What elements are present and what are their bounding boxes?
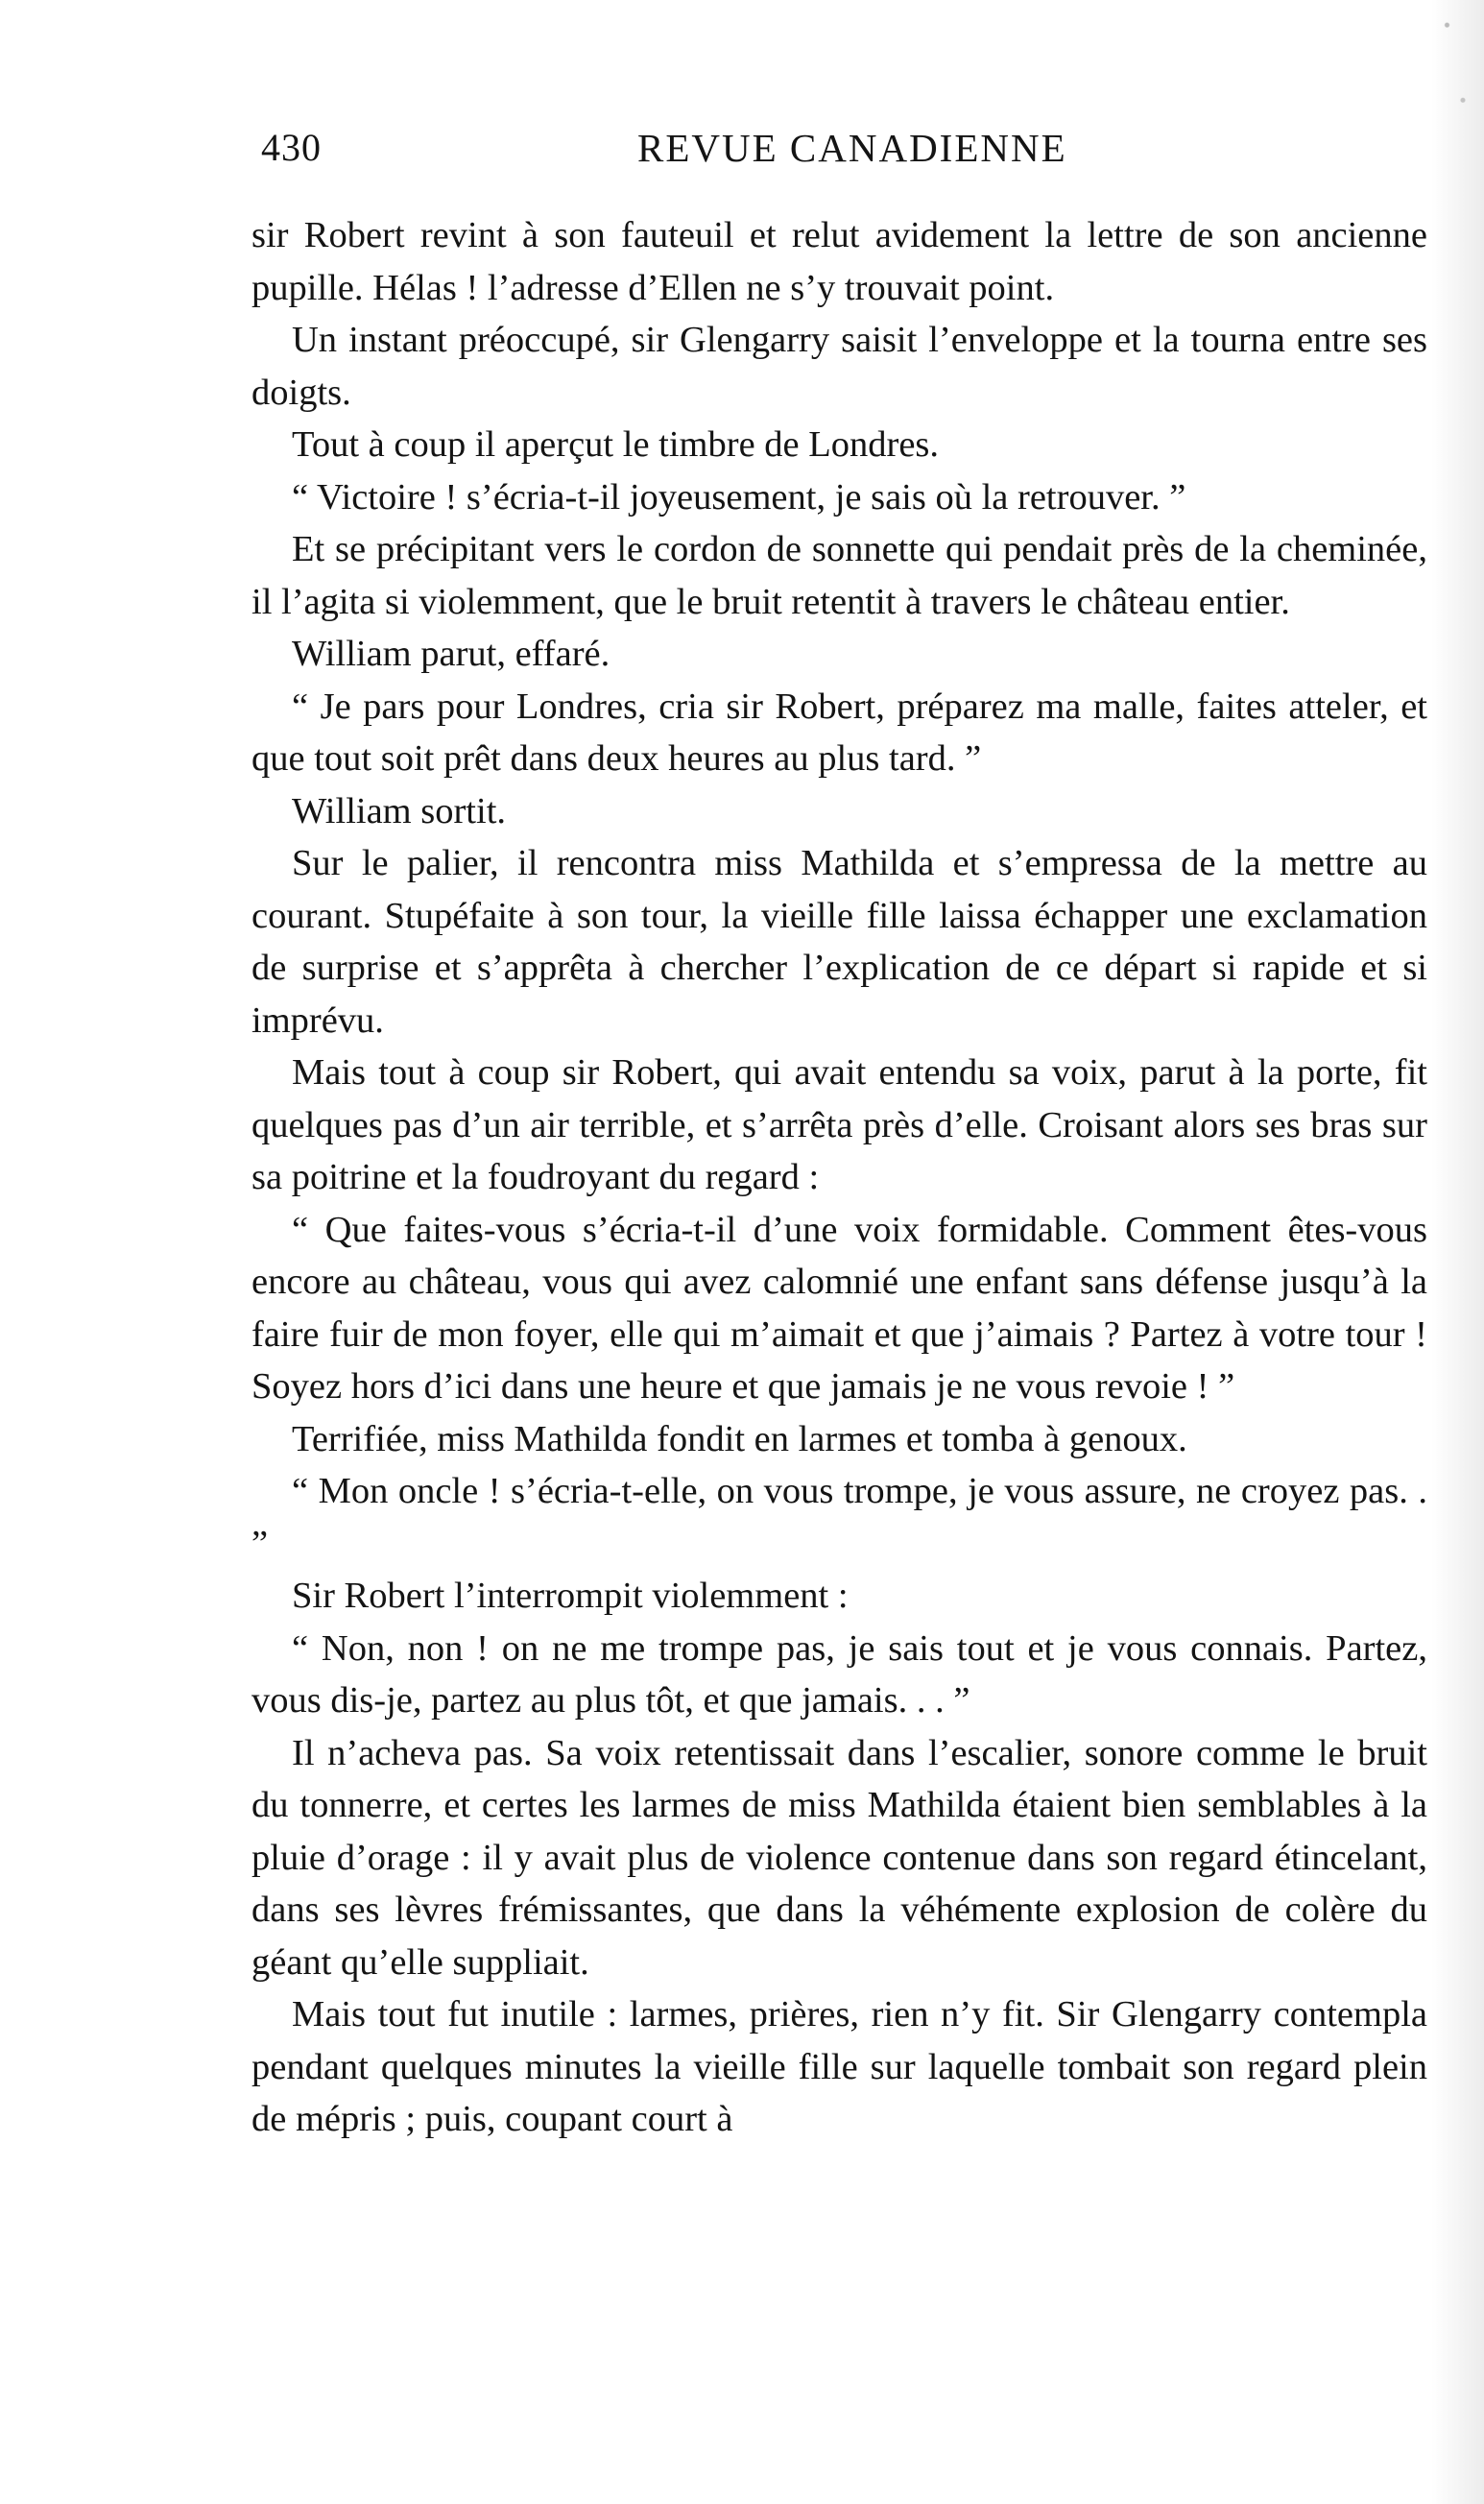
paragraph: “ Victoire ! s’écria-t-il joyeusement, je sais où la retrouver. ” xyxy=(292,476,1186,518)
page-number: 430 xyxy=(261,126,322,169)
page-header xyxy=(261,125,1427,182)
paragraph: William sortit. xyxy=(292,790,507,831)
paragraph: Sur le palier, il rencontra miss Mathilda et s’empressa de la mettre au courant. Stupéfaite à son tour, la vieille fille laissa échapper une exclamation de surprise et s’apprêta à chercher l’explication de ce départ si rapide et si imprévu. xyxy=(251,843,1427,1041)
paragraph: “ Mon oncle ! s’écria-t-elle, on vous trompe, je vous assure, ne croyez pas. . ” xyxy=(251,1471,1427,1564)
scan-edge-shadow xyxy=(1431,0,1484,2504)
paragraph: Un instant préoccupé, sir Glengarry saisit l’enveloppe et la tourna entre ses doigts. xyxy=(251,320,1427,413)
paragraph: sir Robert revint à son fauteuil et relut avidement la lettre de son ancienne pupille. Hélas ! l’adresse d’Ellen ne s’y trouvait point. xyxy=(251,215,1427,308)
body-text xyxy=(251,209,1427,2146)
running-head: REVUE CANADIENNE xyxy=(637,126,1067,170)
paragraph: Terrifiée, miss Mathilda fondit en larmes et tomba à genoux. xyxy=(292,1418,1187,1459)
paragraph: Sir Robert l’interrompit violemment : xyxy=(292,1576,849,1616)
paragraph: Et se précipitant vers le cordon de sonnette qui pendait près de la cheminée, il l’agita si violemment, que le bruit retentit à travers le château entier. xyxy=(251,529,1427,622)
paragraph: Mais tout à coup sir Robert, qui avait entendu sa voix, parut à la porte, fit quelques pas d’un air terrible, et s’arrêta près d’elle. Croisant alors ses bras sur sa poitrine et la foudroyant du regard : xyxy=(251,1052,1427,1197)
paragraph: “ Non, non ! on ne me trompe pas, je sais tout et je vous connais. Partez, vous dis-je, partez au plus tôt, et que jamais. . . ” xyxy=(251,1627,1427,1721)
paragraph: “ Je pars pour Londres, cria sir Robert, préparez ma malle, faites atteler, et que tout soit prêt dans deux heures au plus tard. ” xyxy=(251,686,1427,779)
paragraph: Tout à coup il aperçut le timbre de Londres. xyxy=(292,424,940,465)
paragraph: William parut, effaré. xyxy=(292,634,610,674)
paragraph: Mais tout fut inutile : larmes, prières, rien n’y fit. Sir Glengarry contempla pendant quelques minutes la vieille fille sur laquelle tombait son regard plein de mépris ; puis, coupant court à xyxy=(251,1994,1427,2139)
paragraph: “ Que faites-vous s’écria-t-il d’une voix formidable. Comment êtes-vous encore au château, vous qui avez calomnié une enfant sans défense jusqu’à la faire fuir de mon foyer, elle qui m’aimait et que j’aimais ? Partez à votre tour ! Soyez hors d’ici dans une heure et que jamais je ne vous revoie ! ” xyxy=(251,1209,1427,1407)
paragraph: Il n’acheva pas. Sa voix retentissait dans l’escalier, sonore comme le bruit du tonnerre, et certes les larmes de miss Mathilda étaient bien semblables à la pluie d’orage : il y avait plus de violence contenue dans son regard étincelant, dans ses lèvres frémissantes, que dans la véhémente explosion de colère du géant qu’elle suppliait. xyxy=(251,1732,1427,1983)
